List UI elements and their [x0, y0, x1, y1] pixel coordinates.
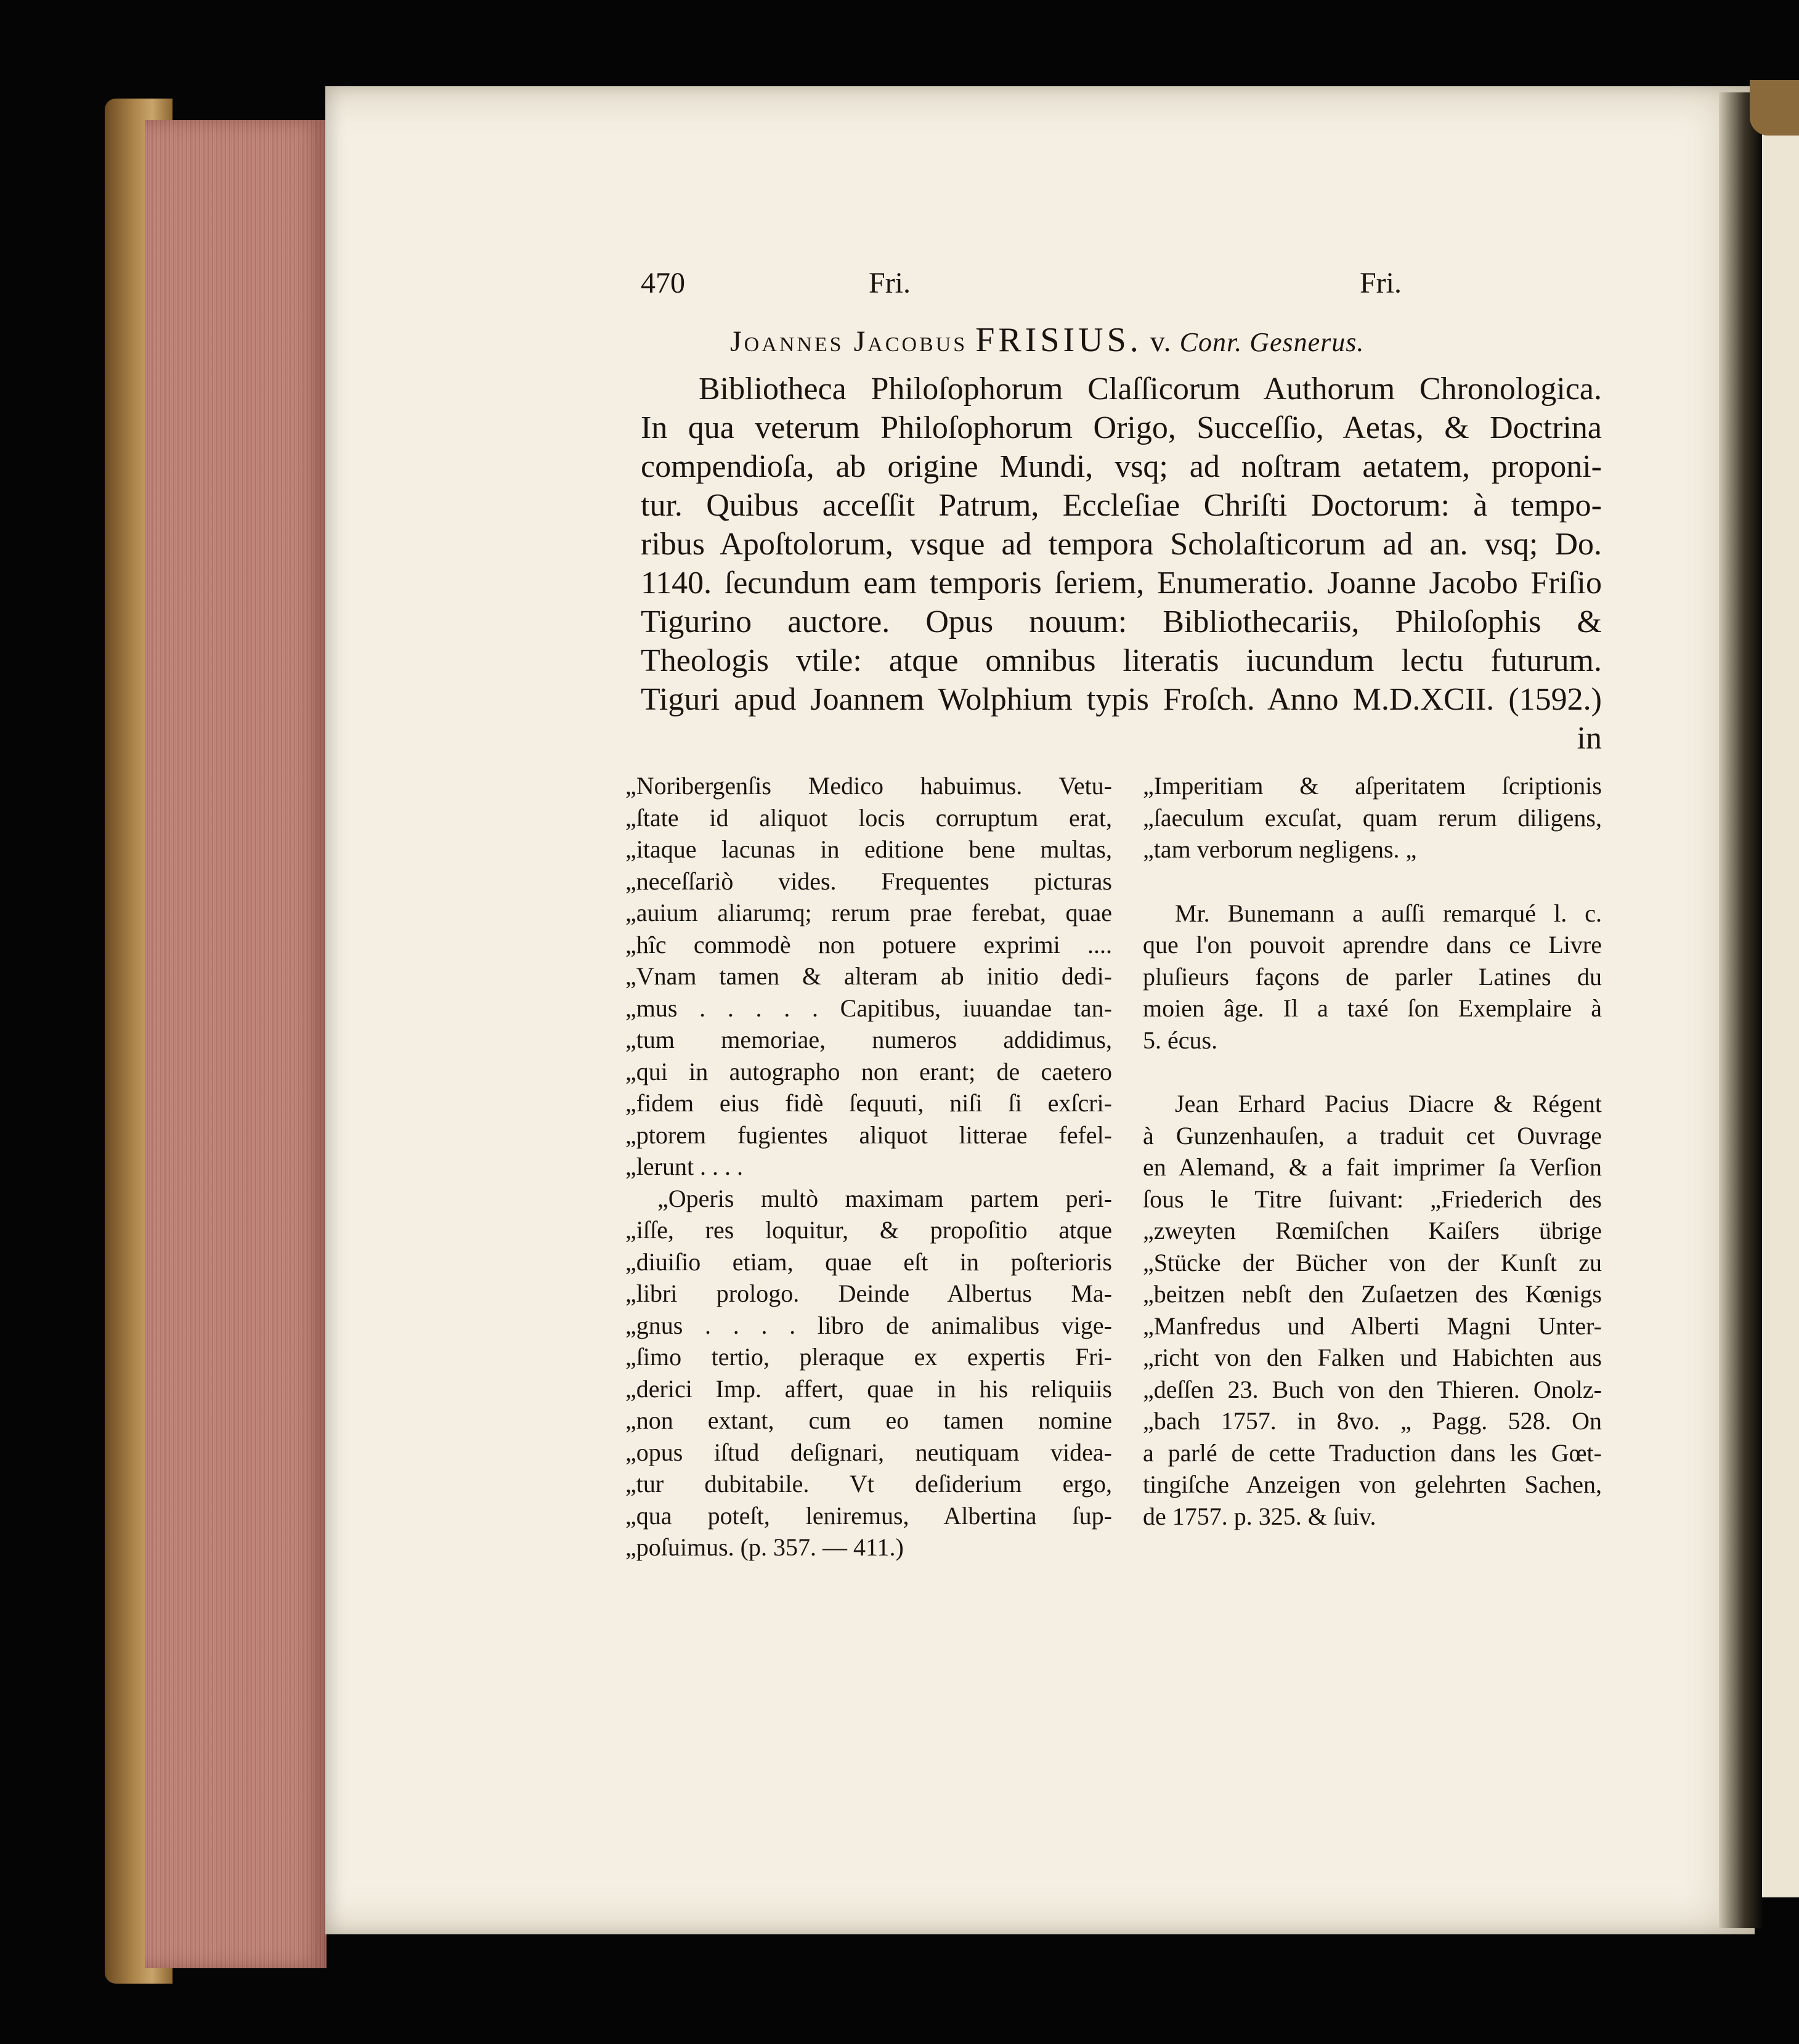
column-line: „beitzen nebſt den Zuſaetzen des Kœnigs — [1143, 1280, 1602, 1308]
author-forename: Joannes Jacobus — [730, 325, 968, 358]
column-line: „gnus . . . . libro de animalibus vige- — [625, 1311, 1112, 1339]
column-line: „fidem eius fidè ſequuti, niſi ſi exſcri- — [625, 1089, 1112, 1117]
entry-line: tur. Quibus acceſſit Patrum, Eccleſiae Chriſti Doctorum: à tempo- — [641, 488, 1602, 523]
column-line: „itaque lacunas in editione bene multas, — [625, 835, 1112, 863]
column-line: „neceſſariò vides. Frequentes picturas — [625, 867, 1112, 895]
book-gutter — [1719, 92, 1762, 1928]
entry-line: Tigurino auctore. Opus nouum: Bibliothecariis, Philoſophis & — [641, 604, 1602, 639]
facing-page-edge — [1762, 111, 1799, 1897]
column-line: „zweyten Rœmiſchen Kaiſers übrige — [1143, 1217, 1602, 1244]
column-line: „Stücke der Bücher von der Kunſt zu — [1143, 1248, 1602, 1276]
column-line: „Operis multò maximam partem peri- — [657, 1184, 1112, 1212]
catchword: in — [1577, 721, 1602, 756]
entry-line: Theologis vtile: atque omnibus literatis iucundum lectu futurum. — [641, 643, 1602, 678]
column-line: „deſſen 23. Buch von den Thieren. Onolz- — [1143, 1375, 1602, 1403]
entry-line: ribus Apoſtolorum, vsque ad tempora Scholaſticorum ad an. vsq; Do. — [641, 527, 1602, 562]
column-line: „Vnam tamen & alteram ab initio dedi- — [625, 962, 1112, 990]
column-line: „bach 1757. in 8vo. „ Pagg. 528. On — [1143, 1407, 1602, 1435]
right-column — [1143, 770, 1602, 1532]
entry-line: Bibliotheca Philoſophorum Claſſicorum Authorum Chronologica. — [699, 371, 1602, 407]
running-head-left: Fri. — [869, 267, 911, 299]
column-line: „qui in autographo non erant; de caetero — [625, 1057, 1112, 1085]
column-line: que l'on pouvoit aprendre dans ce Livre — [1143, 931, 1602, 959]
column-line: „ptorem fugientes aliquot litterae fefel- — [625, 1121, 1112, 1149]
running-head — [641, 266, 1402, 309]
column-line: „hîc commodè non potuere exprimi .... — [625, 930, 1112, 959]
column-line: 5. écus. — [1143, 1026, 1218, 1054]
entry-line: compendioſa, ab origine Mundi, vsq; ad noſtram aetatem, proponi- — [641, 449, 1602, 484]
column-line: de 1757. p. 325. & ſuiv. — [1143, 1502, 1376, 1530]
column-line: „ſaeculum excuſat, quam rerum diligens, — [1143, 803, 1602, 832]
column-line: Mr. Bunemann a auſſi remarqué l. c. — [1175, 899, 1602, 927]
column-line: „derici Imp. affert, quae in his reliquiis — [625, 1374, 1112, 1403]
page-block-edges — [145, 120, 327, 1968]
column-line: ſous le Titre ſuivant: „Friederich des — [1143, 1185, 1602, 1213]
column-line: „Noribergenſis Medico habuimus. Vetu- — [625, 772, 1112, 800]
book-cover-right — [1750, 80, 1799, 136]
entry-line: In qua veterum Philoſophorum Origo, Succeſſio, Aetas, & Doctrina — [641, 410, 1602, 445]
column-line: „qua poteſt, leniremus, Albertina ſup- — [625, 1501, 1112, 1530]
column-line: pluſieurs façons de parler Latines du — [1143, 962, 1602, 991]
column-line: „non extant, cum eo tamen nomine — [625, 1406, 1112, 1434]
entry-line: 1140. ſecundum eam temporis ſeriem, Enumeratio. Joanne Jacobo Friſio — [641, 566, 1602, 601]
entry-line: Tiguri apud Joannem Wolphium typis Froſch. Anno M.D.XCII. (1592.) — [641, 682, 1602, 717]
column-line: „opus iſtud deſignari, neutiquam videa- — [625, 1438, 1112, 1466]
column-line: „ſimo tertio, pleraque ex expertis Fri- — [625, 1343, 1112, 1371]
author-surname: FRISIUS. — [975, 321, 1142, 359]
column-line: en Alemand, & a fait imprimer ſa Verſion — [1143, 1153, 1602, 1181]
column-line: Jean Erhard Pacius Diacre & Régent — [1175, 1090, 1602, 1117]
cross-ref-marker: v. — [1150, 325, 1172, 358]
column-line: „ſtate id aliquot locis corruptum erat, — [625, 803, 1112, 832]
column-line: „lerunt . . . . — [625, 1153, 744, 1180]
column-line: „libri prologo. Deinde Albertus Ma- — [625, 1280, 1112, 1307]
column-line: a parlé de cette Traduction dans les Gœt- — [1143, 1438, 1602, 1467]
column-line: „mus . . . . . Capitibus, iuuandae tan- — [625, 994, 1112, 1022]
bibliographic-entry — [641, 370, 1602, 758]
left-column — [625, 770, 1112, 1563]
column-line: „Imperitiam & aſperitatem ſcriptionis — [1143, 772, 1602, 800]
entry-title — [730, 320, 1522, 360]
column-line: „tam verborum negligens. „ — [1143, 835, 1417, 863]
column-line: à Gunzenhauſen, a traduit cet Ouvrage — [1143, 1121, 1602, 1150]
column-line: „diuiſio etiam, quae eſt in poſterioris — [625, 1247, 1112, 1276]
column-line: „richt von den Falken und Habichten aus — [1143, 1344, 1602, 1371]
cross-ref-name: Conr. Gesnerus. — [1179, 327, 1365, 357]
column-line: „Manfredus und Alberti Magni Unter- — [1143, 1312, 1602, 1340]
running-head-right: Fri. — [1359, 267, 1402, 299]
page-number: 470 — [641, 267, 685, 299]
column-line: „tum memoriae, numeros addidimus, — [625, 1026, 1112, 1053]
column-line: „iſſe, res loquitur, & propoſitio atque — [625, 1216, 1112, 1244]
column-line: moien âge. Il a taxé ſon Exemplaire à — [1143, 994, 1602, 1022]
column-line: „auium aliarumq; rerum prae ferebat, quae — [625, 899, 1112, 927]
column-line: „tur dubitabile. Vt deſiderium ergo, — [625, 1470, 1112, 1498]
column-line: „poſuimus. (p. 357. — 411.) — [625, 1533, 904, 1561]
column-line: tingiſche Anzeigen von gelehrten Sachen, — [1143, 1470, 1602, 1498]
